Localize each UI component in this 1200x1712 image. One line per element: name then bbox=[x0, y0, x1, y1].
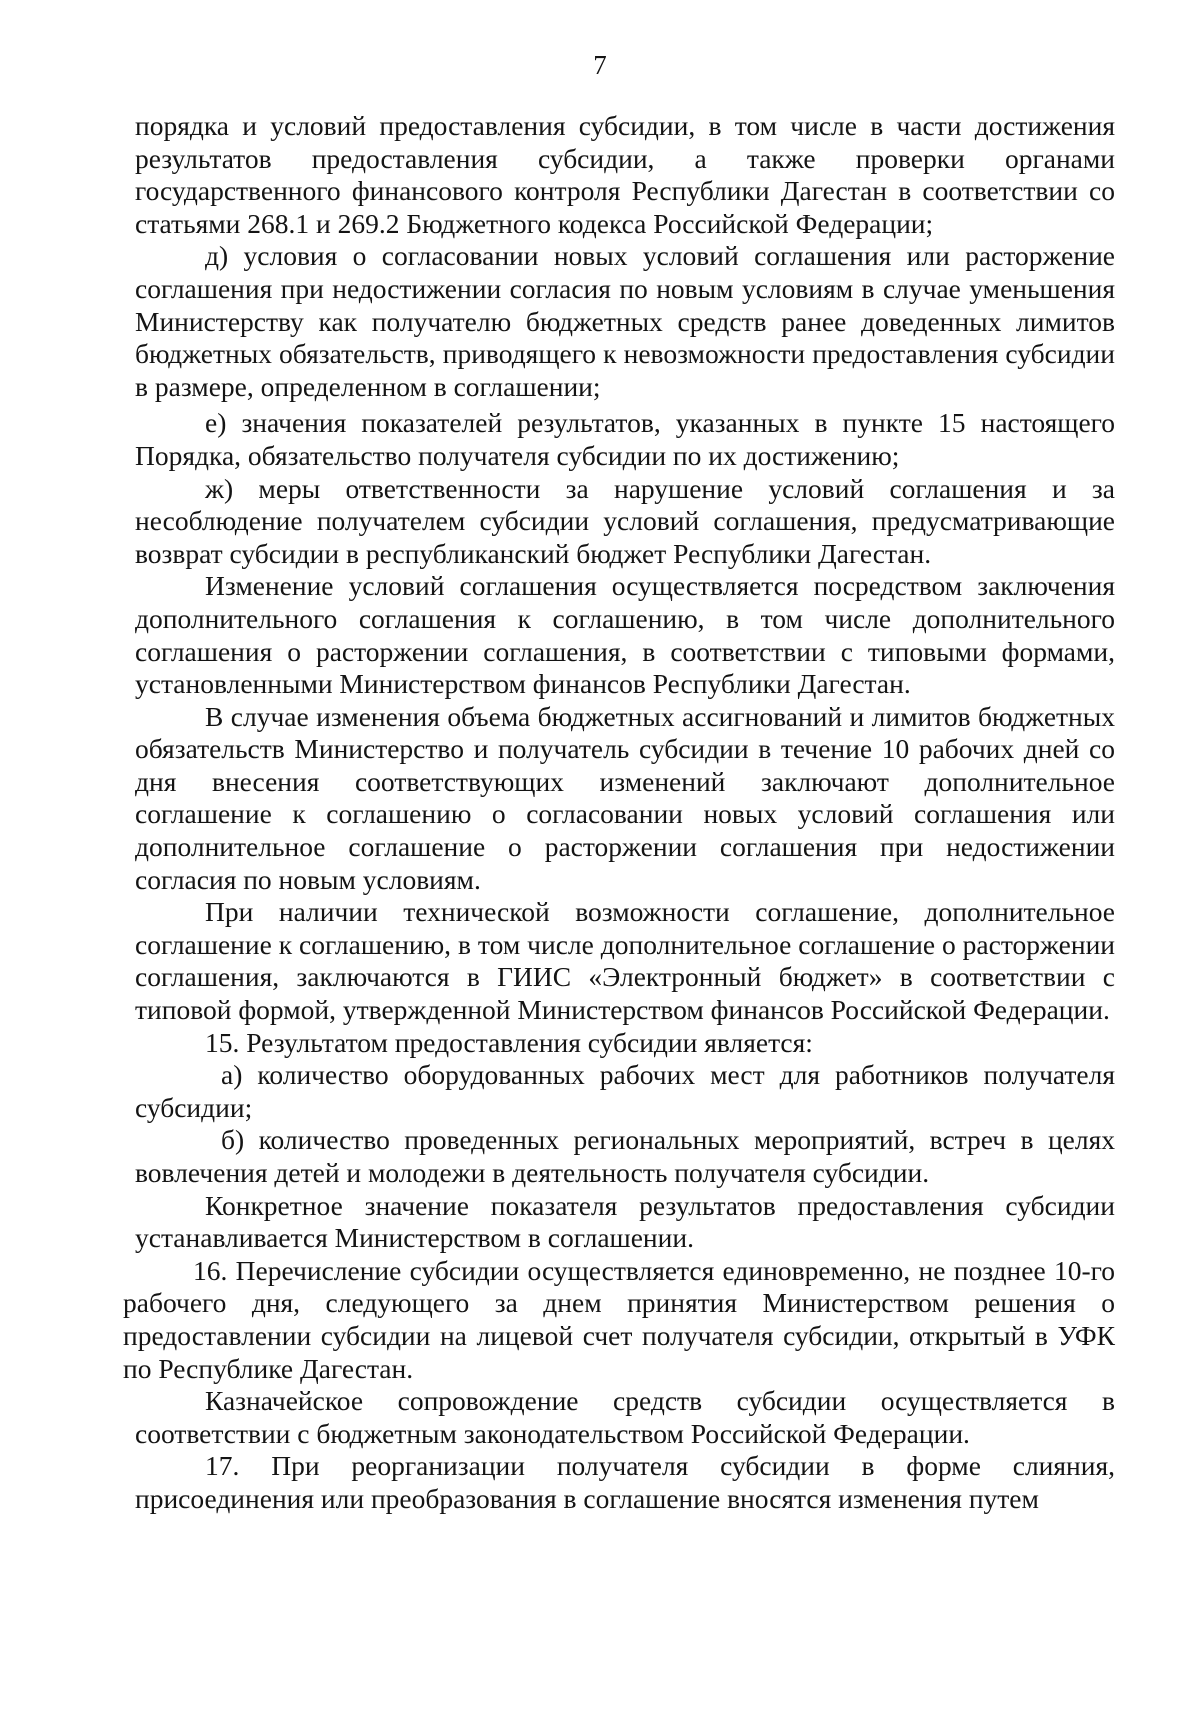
page-number: 7 bbox=[593, 50, 607, 80]
paragraph-agreement-changes: Изменение условий соглашения осуществляется посредством заключения дополнительного соглашения к соглашению, в том числе дополнительного соглашения о расторжении соглашения, в соответствии с типовыми формами, установленными Министерством финансов Республики Дагестан. bbox=[135, 570, 1115, 700]
paragraph-budget-changes: В случае изменения объема бюджетных ассигнований и лимитов бюджетных обязательств Министерство и получатель субсидии в течение 10 рабочих дней со дня внесения соответствующих изменений заключают дополнительное соглашение к соглашению о согласовании новых условий соглашения или дополнительное соглашение о расторжении соглашения при недостижении согласия по новым условиям. bbox=[135, 700, 1115, 895]
paragraph-indicator-value: Конкретное значение показателя результатов предоставления субсидии устанавливается Министерством в соглашении. bbox=[135, 1189, 1115, 1254]
paragraph-17-reorganization: 17. При реорганизации получателя субсидии в форме слияния, присоединения или преобразования в соглашение вносятся изменения путем bbox=[135, 1450, 1115, 1514]
paragraph-item-zh: ж) меры ответственности за нарушение условий соглашения и за несоблюдение получателем субсидии условий соглашения, предусматривающие возврат субсидии в республиканский бюджет Республики Дагестан. bbox=[135, 472, 1115, 569]
paragraph-item-d: д) условия о согласовании новых условий соглашения или расторжение соглашения при недостижении согласия по новым условиям в случае уменьшения Министерству как получателю бюджетных средств ранее доведенных лимитов бюджетных обязательств, приводящего к невозможности предоставления субсидии в размере, определенном в соглашении; bbox=[135, 240, 1115, 402]
paragraph-16-transfer: 16. Перечисление субсидии осуществляется единовременно, не позднее 10-го рабочего дня, следующего за днем принятия Министерством решения о предоставлении субсидии на лицевой счет получателя субсидии, открытый в УФК по Республике Дагестан. bbox=[123, 1254, 1115, 1384]
paragraph-treasury-support: Казначейское сопровождение средств субсидии осуществляется в соответствии с бюджетным законодательством Российской Федерации. bbox=[135, 1385, 1115, 1449]
paragraph-continuation: порядка и условий предоставления субсидии, в том числе в части достижения результатов предоставления субсидии, а также проверки органами государственного финансового контроля Республики Дагестан в соответствии со статьями 268.1 и 269.2 Бюджетного кодекса Российской Федерации; bbox=[135, 110, 1115, 239]
paragraph-item-a: а) количество оборудованных рабочих мест для работников получателя субсидии; bbox=[135, 1059, 1115, 1123]
document-body bbox=[123, 110, 1115, 1516]
paragraph-item-e: е) значения показателей результатов, указанных в пункте 15 настоящего Порядка, обязательство получателя субсидии по их достижению; bbox=[135, 407, 1115, 471]
paragraph-item-b: б) количество проведенных региональных мероприятий, встреч в целях вовлечения детей и молодежи в деятельность получателя субсидии. bbox=[135, 1124, 1115, 1188]
paragraph-15-result: 15. Результатом предоставления субсидии является: bbox=[205, 1026, 813, 1058]
paragraph-electronic-budget: При наличии технической возможности соглашение, дополнительное соглашение к соглашению, в том числе дополнительное соглашение о расторжении соглашения, заключаются в ГИИС «Электронный бюджет» в соответствии с типовой формой, утвержденной Министерством финансов Российской Федерации. bbox=[135, 896, 1115, 1026]
